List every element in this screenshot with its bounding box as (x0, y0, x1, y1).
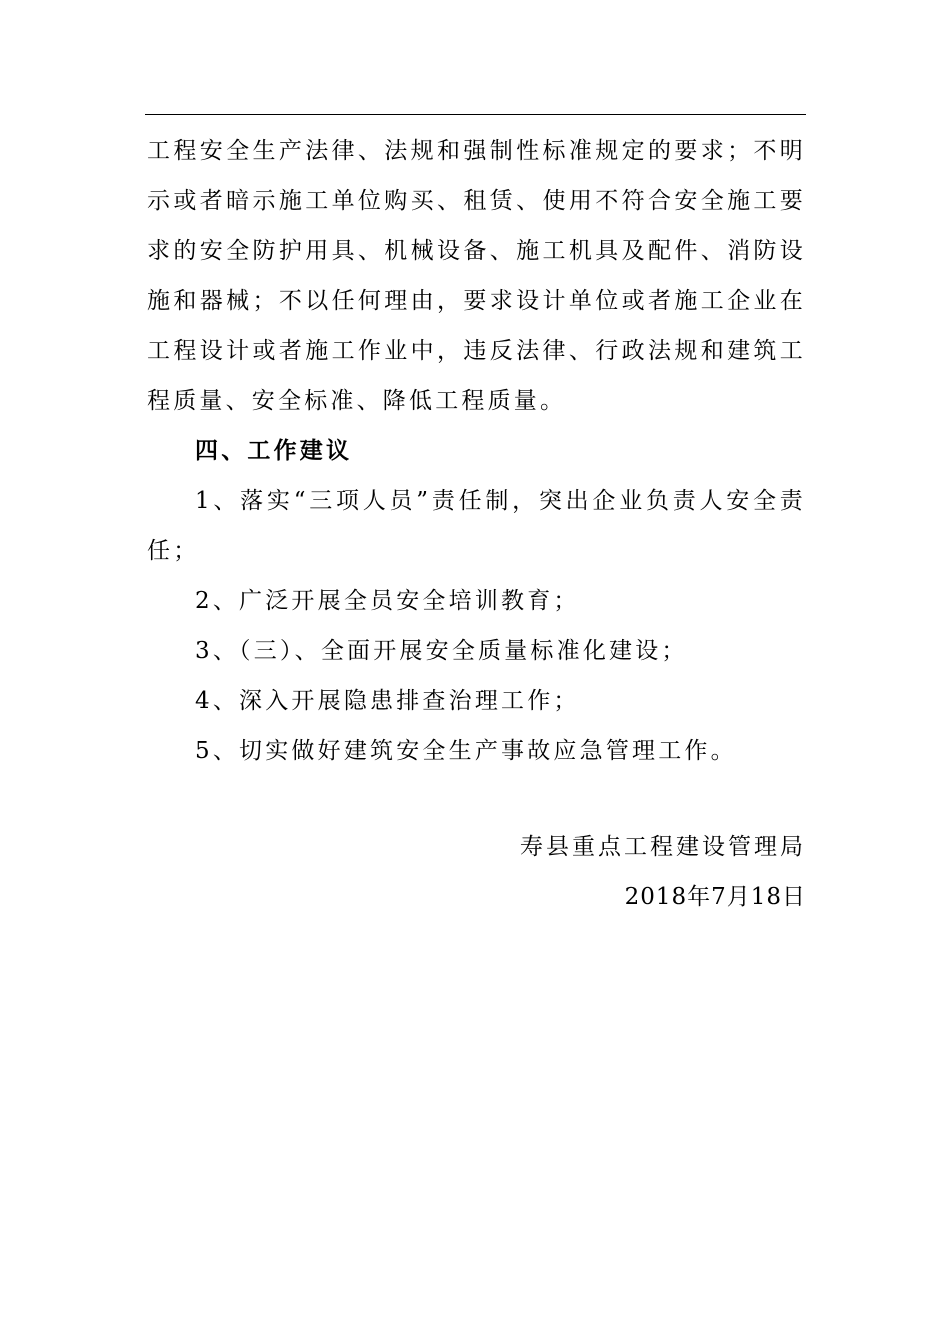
header-rule (145, 114, 806, 115)
opening-paragraph: 工程安全生产法律、法规和强制性标准规定的要求；不明示或者暗示施工单位购买、租赁、使用不符合安全施工要求的安全防护用具、机械设备、施工机具及配件、消防设施和器械；不以任何理由，要求设计单位或者施工企业在工程设计或者施工作业中，违反法律、行政法规和建筑工程质量、安全标准、降低工程质量。 (147, 138, 806, 414)
section-heading: 四、工作建议 (195, 438, 353, 464)
suggestion-item-5: 5、切实做好建筑安全生产事故应急管理工作。 (195, 738, 737, 764)
document-body (147, 126, 806, 776)
signature-block (520, 822, 806, 922)
signature-date: 2018年7月18日 (624, 884, 806, 910)
suggestion-item-2: 2、广泛开展全员安全培训教育； (195, 588, 580, 614)
suggestion-item-3: 3、（三）、全面开展安全质量标准化建设； (195, 638, 688, 664)
suggestion-item-1: 1、落实“三项人员”责任制，突出企业负责人安全责任； (147, 488, 806, 564)
suggestion-item-4: 4、深入开展隐患排查治理工作； (195, 688, 580, 714)
signature-organization: 寿县重点工程建设管理局 (520, 834, 806, 860)
